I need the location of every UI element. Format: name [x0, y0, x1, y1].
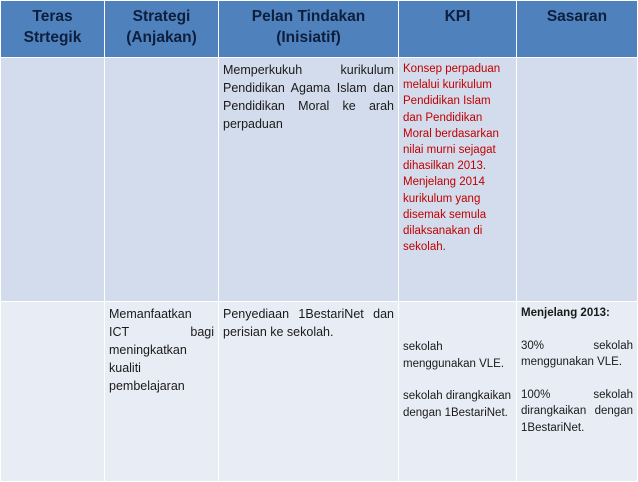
cell-kpi: Konsep perpaduan melalui kurikulum Pendidikan Islam dan Pendidikan Moral berdasarkan nilai murni sejagat dihasilkan 2013. Menjelang 2014 kurikulum yang disemak semula dilaksanakan di sekolah.: [399, 58, 517, 302]
kpi-item: sekolah dirangkaikan dengan 1BestariNet.: [403, 390, 512, 419]
header-kpi: KPI: [399, 1, 517, 58]
table-row: [1, 302, 638, 482]
cell-pelan: Memperkukuh kurikulum Pendidikan Agama Islam dan Pendidikan Moral ke arah perpaduan: [219, 58, 399, 302]
header-pelan: Pelan Tindakan (Inisiatif): [219, 1, 399, 58]
cell-pelan: Penyediaan 1BestariNet dan perisian ke sekolah.: [219, 302, 399, 482]
header-strategi: Strategi (Anjakan): [105, 1, 219, 58]
header-sasaran: Sasaran: [517, 1, 638, 58]
sasaran-heading: Menjelang 2013:: [521, 307, 610, 319]
cell-sasaran: [517, 58, 638, 302]
cell-strategi: Memanfaatkan ICT bagi meningkatkan kualiti pembelajaran: [105, 302, 219, 482]
cell-strategi: [105, 58, 219, 302]
header-row: [1, 1, 638, 58]
cell-teras: [1, 58, 105, 302]
cell-kpi: [399, 302, 517, 482]
table-row: [1, 58, 638, 302]
kpi-item: sekolah menggunakan VLE.: [403, 341, 505, 370]
cell-sasaran: [517, 302, 638, 482]
sasaran-item: 30% sekolah menggunakan VLE.: [521, 339, 633, 368]
sasaran-item: 100% sekolah dirangkaikan dengan 1BestariNet.: [521, 388, 633, 434]
header-teras: Teras Strtegik: [1, 1, 105, 58]
cell-teras: [1, 302, 105, 482]
